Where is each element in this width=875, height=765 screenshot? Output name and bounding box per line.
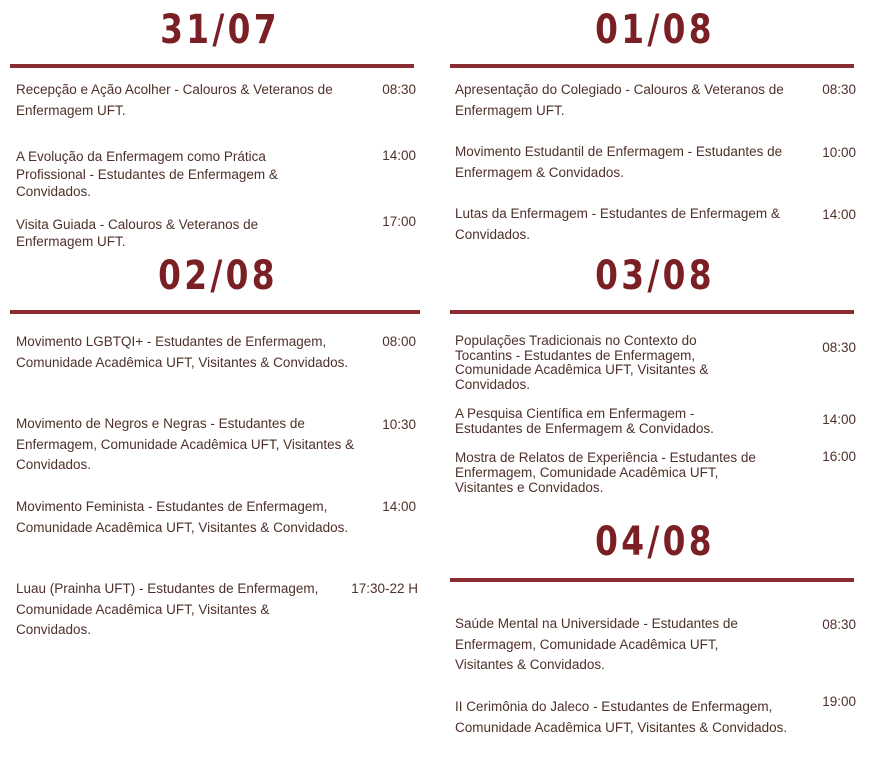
day-header-03-08: 03/08	[595, 253, 715, 299]
event-time: 08:30	[382, 82, 416, 97]
day-header-01-08: 01/08	[595, 7, 715, 53]
event-time: 14:00	[382, 499, 416, 514]
event-title: Movimento LGBTQI+ - Estudantes de Enfermagem, Comunidade Acadêmica UFT, Visitantes & Convidados.	[16, 334, 349, 370]
event-title: Populações Tradicionais no Contexto do Tocantins - Estudantes de Enfermagem, Comunidade Acadêmica UFT, Visitantes & Convidados.	[455, 333, 709, 392]
event-title: II Cerimônia do Jaleco - Estudantes de Enfermagem, Comunidade Acadêmica UFT, Visitantes & Convidados.	[455, 699, 788, 735]
event-time: 17:30-22 H	[351, 581, 418, 596]
event-title: Saúde Mental na Universidade - Estudantes de Enfermagem, Comunidade Acadêmica UFT, Visitantes & Convidados.	[455, 616, 738, 672]
event-title: A Evolução da Enfermagem como Prática Profissional - Estudantes de Enfermagem & Convidados.	[16, 149, 278, 199]
event-time: 08:00	[382, 334, 416, 349]
event-title: A Pesquisa Científica em Enfermagem - Estudantes de Enfermagem & Convidados.	[455, 406, 714, 436]
event-title: Luau (Prainha UFT) - Estudantes de Enfermagem, Comunidade Acadêmica UFT, Visitantes & Convidados.	[16, 581, 319, 637]
day-header-02-08: 02/08	[158, 253, 278, 299]
event-title: Apresentação do Colegiado - Calouros & Veteranos de Enfermagem UFT.	[455, 82, 784, 118]
day-header-31-07: 31/07	[160, 7, 280, 53]
header-divider	[450, 64, 854, 68]
event-time: 08:30	[822, 82, 856, 97]
event-title: Movimento de Negros e Negras - Estudantes de Enfermagem, Comunidade Acadêmica UFT, Visitantes & Convidados.	[16, 416, 355, 472]
event-time: 10:30	[382, 417, 416, 432]
day-header-04-08: 04/08	[595, 519, 715, 565]
event-time: 10:00	[822, 145, 856, 160]
event-title: Mostra de Relatos de Experiência - Estudantes de Enfermagem, Comunidade Acadêmica UFT, Visitantes e Convidados.	[455, 450, 756, 495]
event-time: 14:00	[822, 412, 856, 427]
event-time: 14:00	[822, 207, 856, 222]
event-time: 17:00	[382, 214, 416, 229]
event-title: Movimento Estudantil de Enfermagem - Estudantes de Enfermagem & Convidados.	[455, 144, 783, 180]
event-time: 08:30	[822, 340, 856, 355]
event-time: 14:00	[382, 148, 416, 163]
event-title: Recepção e Ação Acolher - Calouros & Veteranos de Enfermagem UFT.	[16, 82, 333, 118]
event-time: 16:00	[822, 449, 856, 464]
event-title: Lutas da Enfermagem - Estudantes de Enfermagem & Convidados.	[455, 206, 780, 242]
header-divider	[10, 64, 414, 68]
event-title: Movimento Feminista - Estudantes de Enfermagem, Comunidade Acadêmica UFT, Visitantes & Convidados.	[16, 499, 349, 535]
header-divider	[450, 578, 854, 582]
event-title: Visita Guiada - Calouros & Veteranos de Enfermagem UFT.	[16, 217, 259, 249]
header-divider	[10, 310, 420, 314]
event-time: 08:30	[822, 617, 856, 632]
header-divider	[450, 310, 854, 314]
event-time: 19:00	[822, 694, 856, 709]
